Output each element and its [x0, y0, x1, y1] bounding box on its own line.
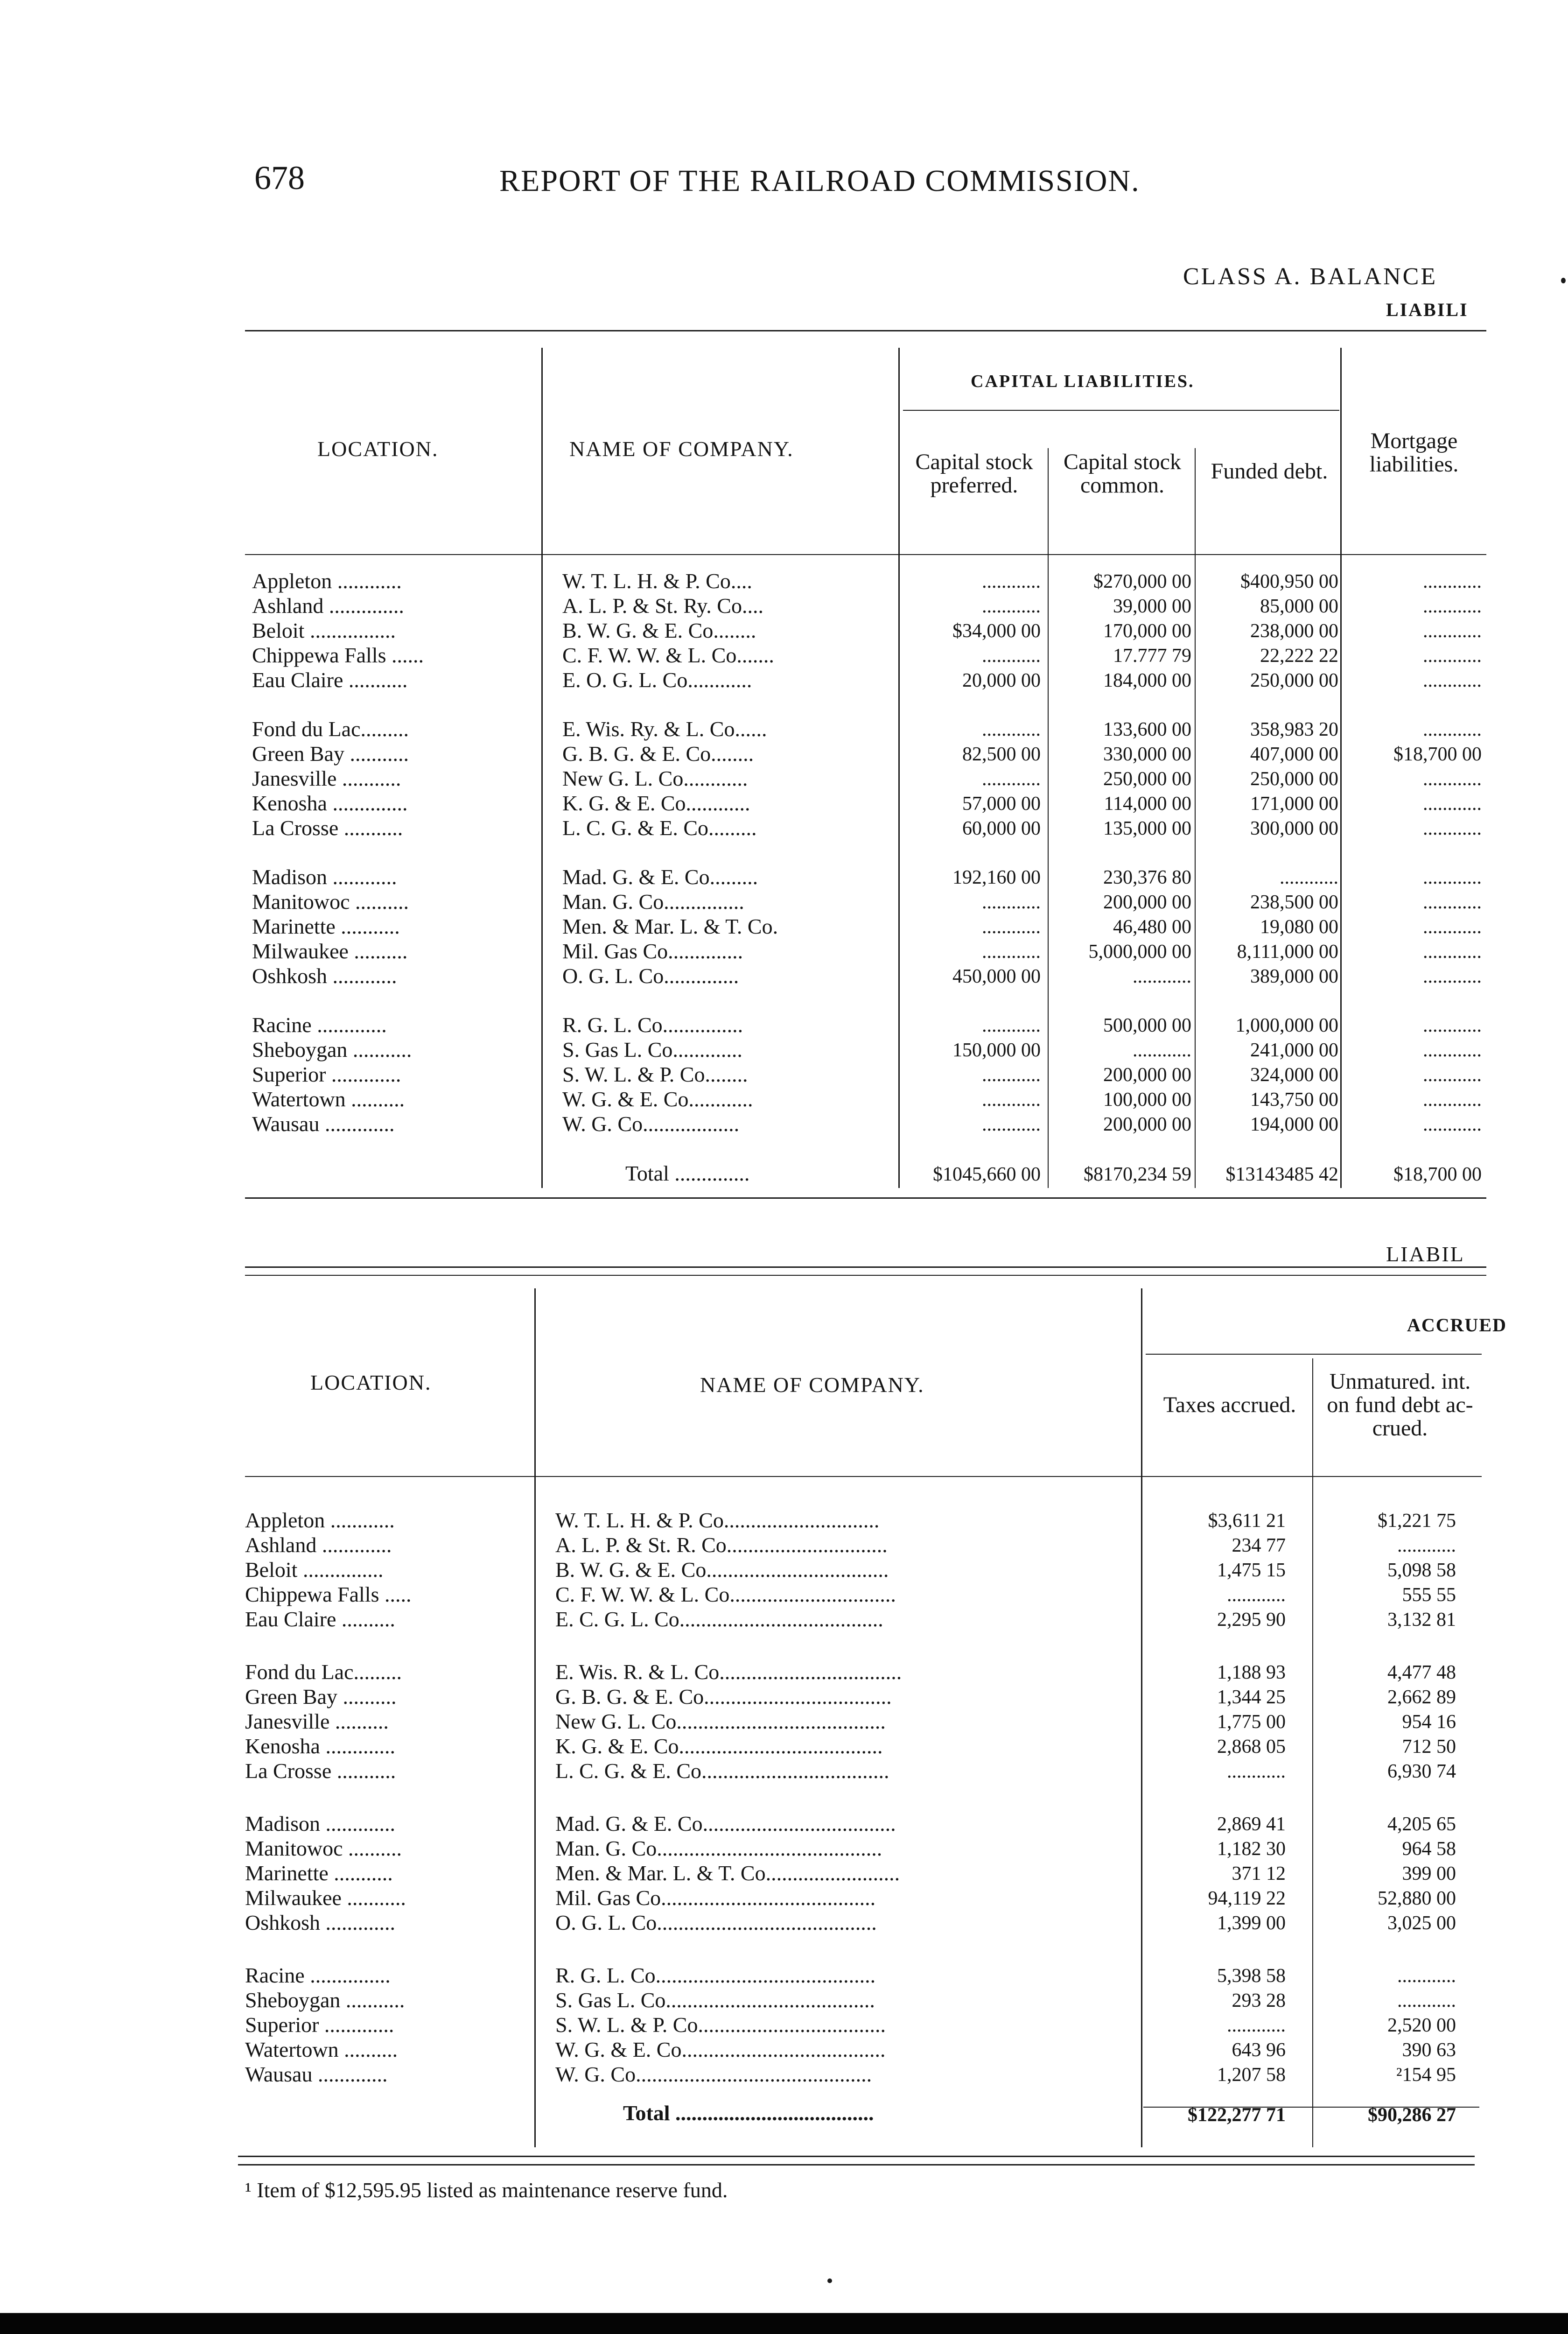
table2-company: E. Wis. R. & L. Co.................................. — [555, 1660, 902, 1684]
table1-total-label: Total .............. — [625, 1161, 750, 1185]
table1-funded: 19,080 00 — [1260, 916, 1338, 938]
table2-bottom-rule-a — [238, 2156, 1475, 2157]
table1-company: E. O. G. L. Co............ — [562, 668, 752, 692]
table1-mortgage: ............ — [1423, 941, 1482, 963]
table1-funded: 250,000 00 — [1250, 768, 1338, 790]
table2-company: L. C. G. & E. Co................................... — [555, 1759, 889, 1783]
table2-taxes: ............ — [1227, 2015, 1286, 2036]
table2-top-rule-a — [245, 1266, 1486, 1268]
table1-common: 184,000 00 — [1103, 670, 1191, 691]
table1-mortgage: ............ — [1423, 1064, 1482, 1086]
table1-company: New G. L. Co............ — [562, 766, 748, 790]
table1-funded: 250,000 00 — [1250, 670, 1338, 691]
table2-unmatured: ............ — [1397, 1965, 1456, 1987]
table2-location: Marinette ........... — [245, 1861, 393, 1885]
table1-mortgage: ............ — [1423, 966, 1482, 987]
table2-company: W. G. Co............................................ — [555, 2062, 872, 2086]
col-funded-debt: Funded debt. — [1211, 459, 1328, 484]
col-taxes-accrued: Taxes accrued. — [1163, 1392, 1296, 1417]
table2-location: Appleton ............ — [245, 1508, 395, 1532]
table1-company: W. G. Co.................. — [562, 1112, 740, 1136]
table1-location: La Crosse ........... — [252, 816, 403, 840]
table1-common: ............ — [1133, 966, 1191, 987]
table2-location: Milwaukee ........... — [245, 1886, 406, 1910]
table1-funded: 358,983 20 — [1250, 719, 1338, 740]
table1-location: Marinette ........... — [252, 914, 400, 938]
table2-unmatured: ............ — [1397, 1990, 1456, 2011]
col-capital-common: Capital stock common. — [1064, 450, 1181, 498]
table2-taxes: 94,119 22 — [1208, 1888, 1286, 1909]
capital-liabilities-header: CAPITAL LIABILITIES. — [971, 372, 1195, 391]
table1-common: 230,376 80 — [1103, 867, 1191, 888]
table1-funded: 407,000 00 — [1250, 744, 1338, 765]
table1-preferred: ............ — [982, 596, 1041, 617]
table1-preferred: ............ — [982, 1089, 1041, 1111]
table1-company: W. T. L. H. & P. Co.... — [562, 569, 752, 593]
table2-taxes: 2,868 05 — [1217, 1736, 1286, 1758]
page-number: 678 — [254, 159, 305, 197]
table1-company: Mil. Gas Co.............. — [562, 939, 743, 963]
table2-unmatured: 3,025 00 — [1387, 1912, 1456, 1934]
table1-company: O. G. L. Co.............. — [562, 964, 739, 988]
class-title: CLASS A. BALANCE — [1183, 263, 1438, 290]
table2-location: Superior ............. — [245, 2013, 394, 2037]
table1-mortgage: ............ — [1423, 768, 1482, 790]
table2-location: Fond du Lac......... — [245, 1660, 402, 1684]
table1-mortgage: ............ — [1423, 892, 1482, 913]
table2-taxes: 1,475 15 — [1217, 1560, 1286, 1581]
table1-location: Watertown .......... — [252, 1087, 405, 1111]
table1-mortgage: ............ — [1423, 916, 1482, 938]
table2-taxes: 371 12 — [1232, 1863, 1286, 1884]
table2-location: Manitowoc .......... — [245, 1836, 402, 1860]
table1-location: Fond du Lac......... — [252, 717, 409, 741]
table1-common: 17.777 79 — [1113, 645, 1191, 667]
table1-funded: ............ — [1280, 867, 1338, 888]
table2-taxes: ............ — [1227, 1761, 1286, 1782]
table1-common: 200,000 00 — [1103, 892, 1191, 913]
table2-company: S. W. L. & P. Co................................... — [555, 2013, 886, 2037]
table1-company: S. Gas L. Co............. — [562, 1038, 742, 1062]
table1-mortgage: ............ — [1423, 719, 1482, 740]
table2-company: K. G. & E. Co...................................... — [555, 1734, 883, 1758]
table1-company: S. W. L. & P. Co........ — [562, 1062, 748, 1086]
table2-vline-3 — [1312, 1358, 1313, 2147]
table1-funded: 8,111,000 00 — [1237, 941, 1338, 963]
table2-taxes: 1,344 25 — [1217, 1687, 1286, 1708]
table1-company: A. L. P. & St. Ry. Co.... — [562, 594, 763, 618]
table1-vline-1 — [541, 348, 543, 1188]
table2-company: B. W. G. & E. Co.................................. — [555, 1558, 889, 1582]
table1-location: Racine ............. — [252, 1013, 387, 1037]
table1-funded: 1,000,000 00 — [1235, 1015, 1338, 1036]
table1-preferred: ............ — [982, 1064, 1041, 1086]
table2-taxes: $3,611 21 — [1208, 1510, 1286, 1532]
table2-vline-2 — [1141, 1288, 1142, 2147]
table2-location: Watertown .......... — [245, 2038, 398, 2061]
table1-funded: 143,750 00 — [1250, 1089, 1338, 1111]
table1-preferred: $34,000 00 — [952, 620, 1041, 642]
table1-mortgage: $18,700 00 — [1393, 744, 1482, 765]
table1-location: Eau Claire ........... — [252, 668, 408, 692]
table1-company: R. G. L. Co............... — [562, 1013, 743, 1037]
table1-total-preferred: $1045,660 00 — [933, 1164, 1041, 1185]
table1-preferred: 82,500 00 — [962, 744, 1041, 765]
running-head: REPORT OF THE RAILROAD COMMISSION. — [499, 164, 1140, 198]
accrued-group-rule — [1146, 1354, 1482, 1355]
table1-company: W. G. & E. Co............ — [562, 1087, 753, 1111]
table2-location-header: LOCATION. — [310, 1371, 432, 1394]
table1-mortgage: ............ — [1423, 1114, 1482, 1135]
table1-common: 135,000 00 — [1103, 818, 1191, 839]
table2-vline-1 — [534, 1288, 536, 2147]
table1-preferred: ............ — [982, 892, 1041, 913]
table2-taxes: 1,182 30 — [1217, 1838, 1286, 1860]
table1-company-header: NAME OF COMPANY. — [569, 437, 794, 461]
table1-mortgage: ............ — [1423, 867, 1482, 888]
table2-unmatured: 2,662 89 — [1387, 1687, 1456, 1708]
table2-unmatured: 964 58 — [1402, 1838, 1456, 1860]
table1-funded: 300,000 00 — [1250, 818, 1338, 839]
table2-unmatured: 399 00 — [1402, 1863, 1456, 1884]
table1-mortgage: ............ — [1423, 645, 1482, 667]
table1-preferred: 450,000 00 — [952, 966, 1041, 987]
table1-location: Madison ............ — [252, 865, 397, 889]
table1-preferred: 57,000 00 — [962, 793, 1041, 815]
table1-location: Beloit ................ — [252, 619, 396, 642]
table1-company: Men. & Mar. L. & T. Co. — [562, 914, 778, 938]
table2-company: E. C. G. L. Co...................................... — [555, 1607, 883, 1631]
table1-mortgage: ............ — [1423, 818, 1482, 839]
table2-location: La Crosse ........... — [245, 1759, 396, 1783]
section-label-1: LIABILI — [1386, 299, 1469, 320]
table1-location-header: LOCATION. — [317, 437, 439, 461]
table1-location: Kenosha .............. — [252, 791, 408, 815]
table2-unmatured: 712 50 — [1402, 1736, 1456, 1758]
table1-funded: 171,000 00 — [1250, 793, 1338, 815]
table1-preferred: ............ — [982, 941, 1041, 963]
table2-total-unmatured: $90,286 27 — [1368, 2104, 1456, 2126]
table1-preferred: ............ — [982, 1114, 1041, 1135]
table1-funded: 85,000 00 — [1260, 596, 1338, 617]
table1-common: $270,000 00 — [1093, 571, 1191, 592]
table2-location: Ashland ............. — [245, 1533, 392, 1557]
table1-common: 100,000 00 — [1103, 1089, 1191, 1111]
table1-bottom-rule — [245, 1197, 1486, 1199]
table1-common: 330,000 00 — [1103, 744, 1191, 765]
table1-company: B. W. G. & E. Co........ — [562, 619, 756, 642]
table2-location: Eau Claire .......... — [245, 1607, 395, 1631]
speck — [1561, 278, 1566, 283]
table2-location: Beloit ............... — [245, 1558, 384, 1582]
table1-header-rule — [245, 554, 1486, 555]
table2-company: Mad. G. & E. Co.................................... — [555, 1812, 896, 1835]
table1-mortgage: ............ — [1423, 620, 1482, 642]
table1-company: K. G. & E. Co............ — [562, 791, 750, 815]
table2-taxes: 643 96 — [1232, 2039, 1286, 2061]
table1-preferred: 192,160 00 — [952, 867, 1041, 888]
table2-taxes: 1,399 00 — [1217, 1912, 1286, 1934]
table1-funded: 324,000 00 — [1250, 1064, 1338, 1086]
table1-preferred: 60,000 00 — [962, 818, 1041, 839]
table2-unmatured: $1,221 75 — [1378, 1510, 1456, 1532]
table2-location: Janesville .......... — [245, 1709, 389, 1733]
table1-common: 133,600 00 — [1103, 719, 1191, 740]
table2-company: C. F. W. W. & L. Co............................... — [555, 1582, 896, 1606]
table2-bottom-rule-b — [238, 2164, 1475, 2165]
scan-border — [0, 2313, 1568, 2334]
col-unmatured-interest: Unmatured. int. on fund debt ac- crued. — [1327, 1369, 1473, 1441]
table1-mortgage: ............ — [1423, 1089, 1482, 1111]
table1-location: Sheboygan ........... — [252, 1038, 412, 1062]
table2-company: Man. G. Co.......................................... — [555, 1836, 882, 1860]
table2-unmatured: 4,477 48 — [1387, 1662, 1456, 1683]
col-mortgage: Mortgage liabilities. — [1369, 429, 1459, 477]
table1-funded: 22,222 22 — [1260, 645, 1338, 667]
table1-location: Janesville ........... — [252, 766, 401, 790]
table1-mortgage: ............ — [1423, 1015, 1482, 1036]
table1-common: 114,000 00 — [1104, 793, 1191, 815]
table2-location: Kenosha ............. — [245, 1734, 395, 1758]
table1-preferred: ............ — [982, 645, 1041, 667]
table2-company: W. G. & E. Co...................................... — [555, 2038, 886, 2061]
table1-common: 500,000 00 — [1103, 1015, 1191, 1036]
table2-taxes: 1,775 00 — [1217, 1711, 1286, 1733]
speck — [827, 2278, 832, 2283]
table1-preferred: ............ — [982, 916, 1041, 938]
table1-mortgage: ............ — [1423, 793, 1482, 815]
table1-total-mortgage: $18,700 00 — [1393, 1164, 1482, 1185]
table1-common: 250,000 00 — [1103, 768, 1191, 790]
table1-common: 5,000,000 00 — [1088, 941, 1191, 963]
table1-preferred: ............ — [982, 571, 1041, 592]
table1-company: Mad. G. & E. Co......... — [562, 865, 758, 889]
table2-taxes: 293 28 — [1232, 1990, 1286, 2011]
table1-common: 200,000 00 — [1103, 1064, 1191, 1086]
footnote: ¹ Item of $12,595.95 listed as maintenance reserve fund. — [245, 2178, 728, 2202]
table2-unmatured: 2,520 00 — [1387, 2015, 1456, 2036]
table1-top-rule — [245, 330, 1486, 331]
table2-unmatured: 52,880 00 — [1378, 1888, 1456, 1909]
table2-company: Mil. Gas Co........................................ — [555, 1886, 876, 1910]
table1-location: Green Bay ........... — [252, 742, 409, 766]
table1-location: Superior ............. — [252, 1062, 401, 1086]
table1-common: 170,000 00 — [1103, 620, 1191, 642]
table1-funded: 389,000 00 — [1250, 966, 1338, 987]
table2-total-label: Total ..................................... — [623, 2101, 874, 2125]
table1-funded: 194,000 00 — [1250, 1114, 1338, 1135]
table2-company: Men. & Mar. L. & T. Co......................... — [555, 1861, 900, 1885]
table2-location: Green Bay .......... — [245, 1685, 397, 1708]
table2-unmatured: 3,132 81 — [1387, 1609, 1456, 1631]
table2-location: Racine ............... — [245, 1963, 391, 1987]
table1-company: L. C. G. & E. Co......... — [562, 816, 757, 840]
table1-mortgage: ............ — [1423, 670, 1482, 691]
table2-unmatured: ²154 95 — [1396, 2064, 1456, 2086]
table2-taxes: ............ — [1227, 1584, 1286, 1606]
table2-company: O. G. L. Co......................................... — [555, 1911, 877, 1934]
table2-company-header: NAME OF COMPANY. — [700, 1373, 924, 1397]
table2-location: Madison ............. — [245, 1812, 395, 1835]
table2-company: R. G. L. Co......................................... — [555, 1963, 876, 1987]
table2-company: S. Gas L. Co....................................... — [555, 1988, 875, 2012]
table1-company: Man. G. Co............... — [562, 890, 744, 914]
table2-taxes: 234 77 — [1232, 1535, 1286, 1556]
table1-location: Chippewa Falls ...... — [252, 643, 424, 667]
table2-total-taxes: $122,277 71 — [1188, 2104, 1286, 2126]
table2-location: Wausau ............. — [245, 2062, 388, 2086]
table1-total-funded: $13143485 42 — [1225, 1164, 1338, 1185]
table2-taxes: 2,295 90 — [1217, 1609, 1286, 1631]
table1-company: E. Wis. Ry. & L. Co...... — [562, 717, 767, 741]
table1-mortgage: ............ — [1423, 571, 1482, 592]
table1-common: 39,000 00 — [1113, 596, 1191, 617]
table2-header-rule — [245, 1476, 1482, 1477]
table1-preferred: 150,000 00 — [952, 1040, 1041, 1061]
table1-location: Oshkosh ............ — [252, 964, 397, 988]
table1-preferred: ............ — [982, 768, 1041, 790]
table2-company: G. B. G. & E. Co................................... — [555, 1685, 892, 1708]
table1-location: Milwaukee .......... — [252, 939, 408, 963]
table2-taxes: 5,398 58 — [1217, 1965, 1286, 1987]
table2-location: Chippewa Falls ..... — [245, 1582, 412, 1606]
table2-location: Oshkosh ............. — [245, 1911, 396, 1934]
table2-taxes: 1,188 93 — [1217, 1662, 1286, 1683]
col-capital-preferred: Capital stock preferred. — [915, 450, 1033, 498]
table2-taxes: 2,869 41 — [1217, 1814, 1286, 1835]
table2-unmatured: 6,930 74 — [1387, 1761, 1456, 1782]
table1-preferred: ............ — [982, 719, 1041, 740]
table1-funded: 241,000 00 — [1250, 1040, 1338, 1061]
table1-company: G. B. G. & E. Co........ — [562, 742, 754, 766]
table1-funded: 238,500 00 — [1250, 892, 1338, 913]
table1-total-common: $8170,234 59 — [1084, 1164, 1191, 1185]
table1-common: 200,000 00 — [1103, 1114, 1191, 1135]
table2-unmatured: 4,205 65 — [1387, 1814, 1456, 1835]
table1-common: ............ — [1133, 1040, 1191, 1061]
table2-company: W. T. L. H. & P. Co............................. — [555, 1508, 880, 1532]
table2-top-rule-b — [245, 1275, 1486, 1276]
accrued-header: ACCRUED — [1407, 1315, 1507, 1336]
table2-unmatured: ............ — [1397, 1535, 1456, 1556]
table1-location: Wausau ............. — [252, 1112, 395, 1136]
table2-company: A. L. P. & St. R. Co.............................. — [555, 1533, 888, 1557]
table1-mortgage: ............ — [1423, 596, 1482, 617]
table2-company: New G. L. Co....................................... — [555, 1709, 886, 1733]
table1-mortgage: ............ — [1423, 1040, 1482, 1061]
table2-taxes: 1,207 58 — [1217, 2064, 1286, 2086]
table1-location: Appleton ............ — [252, 569, 402, 593]
table1-preferred: ............ — [982, 1015, 1041, 1036]
table2-unmatured: 954 16 — [1402, 1711, 1456, 1733]
table1-company: C. F. W. W. & L. Co....... — [562, 643, 774, 667]
section-label-2: LIABIL — [1386, 1242, 1465, 1266]
table1-funded: $400,950 00 — [1240, 571, 1338, 592]
table2-unmatured: 555 55 — [1402, 1584, 1456, 1606]
table2-location: Sheboygan ........... — [245, 1988, 405, 2012]
table1-preferred: 20,000 00 — [962, 670, 1041, 691]
table2-unmatured: 5,098 58 — [1387, 1560, 1456, 1581]
table1-funded: 238,000 00 — [1250, 620, 1338, 642]
table1-common: 46,480 00 — [1113, 916, 1191, 938]
capital-group-rule — [903, 410, 1339, 411]
table1-location: Manitowoc .......... — [252, 890, 409, 914]
table2-unmatured: 390 63 — [1402, 2039, 1456, 2061]
table1-location: Ashland .............. — [252, 594, 404, 618]
